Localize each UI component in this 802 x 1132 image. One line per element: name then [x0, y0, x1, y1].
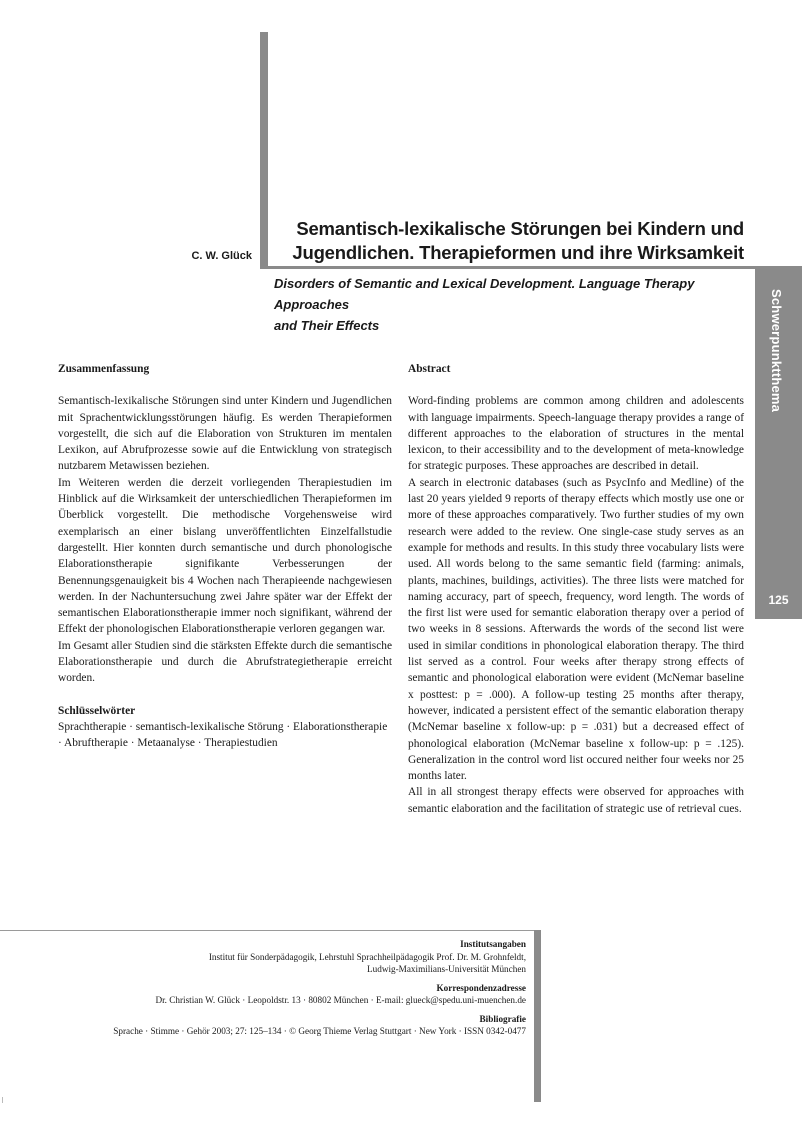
paragraph: Im Weiteren werden die derzeit vorliegenden Therapiestudien im Hinblick auf die Wirksamkeit der unterschiedlichen Therapieformen im Überblick vorgestellt. Die methodische Vorgehensweise wird exemplarisch an einer bislang unveröffentlichten Einzelfallstudie dargestellt. Hier konnten durch semantische und durch phonologische Elaborationstherapie signifikante Verbesserungen der Benennungsgenauigkeit bis 4 Wochen nach Therapieende nachgewiesen werden. In der Nachuntersuchung zwei Jahre später war der Effekt der semantischen Elaborationstherapie immer noch signifikant, während der Effekt der phonologischen Elaborationstherapie verloren gegangen war. — [58, 476, 392, 636]
paragraph: Semantisch-lexikalische Störungen sind unter Kindern und Jugendlichen mit Sprachentwicklungsstörungen häufig. Es werden Therapieformen vorgestellt, die sich auf die Elaboration von Strukturen im mentalen Lexikon, auf Abrufprozesse sowie auf die Entwicklung von strategisch nutzbarem Metawissen beziehen. — [58, 395, 392, 473]
korrespondenz-heading: Korrespondenzadresse — [436, 982, 526, 993]
paragraph: All in all strongest therapy effects were observed for approaches with semantic elaboration and the facilitation of strategic use of retrieval cues. — [408, 786, 744, 815]
corner-mark — [2, 1097, 3, 1103]
article-title — [278, 217, 744, 265]
institut-heading: Institutsangaben — [460, 939, 526, 949]
title-accent-bar — [260, 32, 268, 268]
subtitle-line: Disorders of Semantic and Lexical Development. Language Therapy Approaches — [274, 276, 695, 312]
title-rule — [260, 266, 802, 269]
footer-accent-bar — [534, 930, 541, 1102]
paragraph: Word-finding problems are common among children and adolescents with language impairments. Speech-language therapy provides a range of different approaches to the elaboration of structures in the mental lexicon, to their accessibility and to the development of meta-knowledge for strategic purposes. These approaches are described in detail. — [408, 395, 744, 473]
subtitle-line: and Their Effects — [274, 318, 380, 333]
section-label: Schwerpunktthema — [769, 289, 784, 413]
english-subtitle — [274, 273, 746, 336]
institut-text: Ludwig-Maximilians-Universität München — [367, 964, 526, 974]
bibliografie-heading: Bibliografie — [479, 1013, 526, 1024]
bibliografie-text: Sprache · Stimme · Gehör 2003; 27: 125–134 · © Georg Thieme Verlag Stuttgart · New York · ISSN 0342-0477 — [113, 1026, 526, 1036]
keywords-heading: Schlüsselwörter — [58, 704, 136, 717]
korrespondenz-text: Dr. Christian W. Glück · Leopoldstr. 13 · 80802 München · E-mail: glueck@spedu.uni-muenchen.de — [155, 995, 526, 1005]
abstract-column — [408, 361, 744, 817]
paragraph: Im Gesamt aller Studien sind die stärksten Effekte durch die semantische Elaborationstherapie und durch die Abrufstrategietherapie erreicht worden. — [58, 639, 392, 685]
zusammenfassung-column — [58, 361, 392, 752]
abstract-heading: Abstract — [408, 363, 451, 375]
institut-text: Institut für Sonderpädagogik, Lehrstuhl Sprachheilpädagogik Prof. Dr. M. Grohnfeldt, — [208, 951, 526, 962]
title-line: Jugendlichen. Therapieformen und ihre Wirksamkeit — [292, 242, 744, 263]
section-side-tab — [755, 269, 802, 619]
author-name: C. W. Glück — [191, 250, 252, 262]
zusammenfassung-heading: Zusammenfassung — [58, 363, 150, 375]
page-number: 125 — [768, 593, 789, 607]
footer-rule — [0, 930, 534, 931]
title-line: Semantisch-lexikalische Störungen bei Kindern und — [296, 218, 744, 239]
paragraph: A search in electronic databases (such as PsycInfo and Medline) of the last 20 years yielded 9 reports of therapy effects which mostly use one or more of these approaches comparatively. Two further studies of my own research were added to the review. One single-case study serves as an example for methods and results. In this study three vocabulary lists were used. All words belong to the same semantic field (farming: animals, plants, machines, buildings, activities). The three lists were matched for naming accuracy, part of speech, frequency, word length. The words of the first list were used for semantic elaboration therapy over a period of two weeks in 8 sessions. Afterwards the words of the second list were used in similar conditions in phonological elaboration therapy. The third list served as a control. Four weeks after therapy strong effects of semantic and phonological elaboration were evident (McNemar baseline x posttest: p = .000). A follow-up testing 25 months after therapy, however, indicated a persistent effect of the semantic elaboration therapy (McNemar baseline x follow-up: p = .031) but a decreased effect of phonological elaboration (McNemar baseline x follow-up: p = .125). Generalization in the control word list occured neither four weeks nor 25 months later. — [408, 476, 744, 783]
keywords-list: Sprachtherapie · semantisch-lexikalische Störung · Elaborationstherapie · Abruftherapie · Metaanalyse · Therapiestudien — [58, 720, 388, 750]
article-footer — [40, 938, 526, 1038]
